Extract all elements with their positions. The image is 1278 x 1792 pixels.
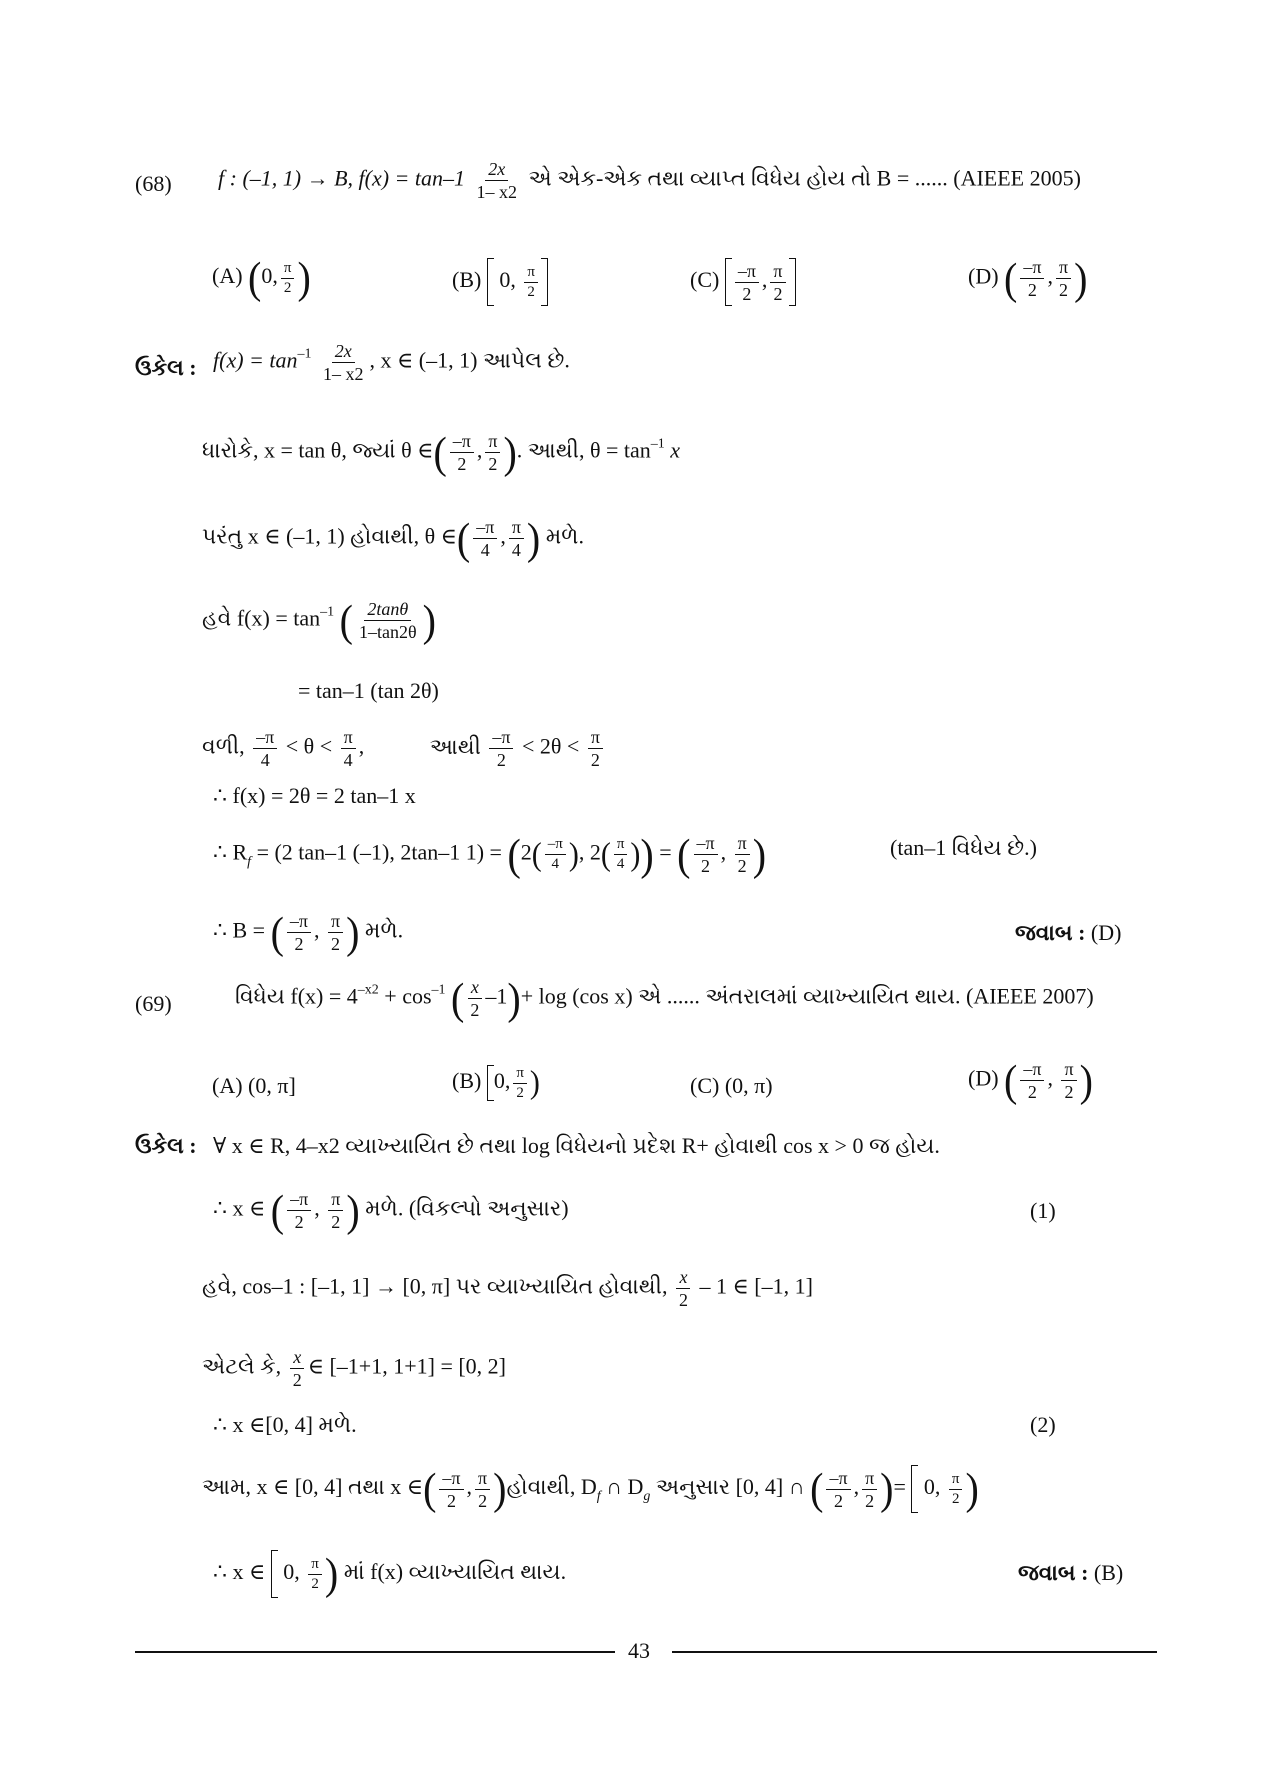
q68-option-c: (C) $\frac{-\pi}{2}$ , $\frac{\pi}{2}$	[690, 258, 796, 306]
q69-number: (69)	[135, 991, 172, 1016]
q69-option-a: (A) (0, π]	[212, 1073, 296, 1098]
answer-69: જવાબ : (B)	[1018, 1560, 1124, 1585]
q68-option-d: (D) ( $\frac{-\pi}{2}$ , $\frac{\pi}{2}$ )	[968, 253, 1088, 303]
sol69-line1: ∀ x ∈ R, 4–x2 વ્યાખ્યાયિત છે તથા log વિધેયનો પ્રદેશ R+ હોવાથી cos x > 0 જ હોય.	[213, 1133, 940, 1158]
eq-label-1: (1)	[1030, 1198, 1056, 1223]
sol69-line4: એટલે કે, $\frac{x}{2}$ ∈ [–1+1, 1+1] = [0, 2]	[202, 1347, 506, 1390]
sol68-line3: પરંતુ x ∈ (–1, 1) હોવાથી, θ ∈( $\frac{-\pi}{4}$ , $\frac{\pi}{4}$ ) મળે.	[202, 513, 584, 563]
eq-label-2: (2)	[1030, 1412, 1056, 1437]
q68-options: (A) (0, $\frac{\pi}{2}$ )	[212, 252, 311, 303]
sol69-line6: આમ, x ∈ [0, 4] તથા x ∈( $\frac{-\pi}{2}$ , $\frac{\pi}{2}$ )હોવાથી, $D_f$ ∩ $D_g$ અનુસાર [0, 4] ∩ ( $\frac{-\pi}{2}$ , $\frac{\pi}{2}$ )= 0, $\frac{\pi}{2}$ )	[202, 1463, 979, 1514]
sol68-line6: વળી, $\frac{-\pi}{4}$ < θ < $\frac{\pi}{4}$ , આથી $\frac{-\pi}{2}$ < 2θ < $\frac{\pi}{2}$	[202, 728, 606, 769]
q69-option-c: (C) (0, π)	[690, 1073, 773, 1098]
q68-option-b: (B) 0, $\frac{\pi}{2}$	[452, 258, 548, 306]
sol68-line7: ∴ f(x) = 2θ = 2 tan–1 x	[213, 783, 416, 808]
sol68-line2: ધારોકે, x = tan θ, જ્યાં θ ∈( $\frac{-\pi}{2}$ , $\frac{\pi}{2}$ ). આથી, $\theta = \tan^{-1} x$	[202, 427, 681, 477]
sol68-note: (tan–1 વિધેય છે.)	[890, 835, 1037, 860]
q68-number: (68)	[135, 171, 172, 196]
q69-option-b: (B) 0, $\frac{\pi}{2}$ )	[452, 1064, 540, 1101]
q69-option-d: (D) ( $\frac{-\pi}{2}$ , $\frac{\pi}{2}$ )	[968, 1055, 1093, 1105]
page-number: 43	[628, 1638, 650, 1663]
sol68-line8: ∴ $R_f = (2$ tan–1 (–1), 2tan–1 1) = (2( $\frac{-\pi}{4}$ ), 2( $\frac{\pi}{4}$ )) = ( $\frac{-\pi}{2}$ , $\frac{\pi}{2}$ )	[213, 829, 767, 879]
q68-stem: f : (–1, 1) → B, f(x) = tan–1 $\frac{2x}{1- x2}$ એ એક-એક તથા વ્યાપ્ત વિધેય હોય તો B = ...... (AIEEE 2005)	[218, 159, 1081, 202]
sol69-line2: ∴ x ∈ ( $\frac{-\pi}{2}$ , $\frac{\pi}{2}$ ) મળે. (વિકલ્પો અનુસાર)	[213, 1185, 569, 1235]
solution-label-69: ઉકેલ :	[135, 1133, 197, 1158]
footer-rule-left	[135, 1651, 615, 1653]
sol69-line5: ∴ x ∈[0, 4] મળે.	[213, 1412, 357, 1437]
footer-rule-right	[672, 1651, 1157, 1653]
sol68-line5: = tan–1 (tan 2θ)	[298, 678, 439, 703]
q69-stem: વિધેય $f(x) = 4^{-x2} + \cos^{-1}$ ( $\frac{x}{2}$ –1)+ log (cos x) એ ...... અંતરાલમાં વ્યાખ્યાયિત થાય. (AIEEE 2007)	[235, 973, 1094, 1023]
answer-68: જવાબ : (D)	[1015, 920, 1122, 945]
solution-label-68: ઉકેલ :	[135, 355, 197, 380]
sol69-line3: હવે, cos–1 : [–1, 1] → [0, π] પર વ્યાખ્યાયિત હોવાથી, $\frac{x}{2}$ – 1 ∈ [–1, 1]	[202, 1267, 813, 1310]
sol68-line9: ∴ B = ( $\frac{-\pi}{2}$ , $\frac{\pi}{2}$ ) મળે.	[213, 907, 404, 957]
sol68-line4: હવે $f(x) = \tan^{-1}$ ( $\frac{2\tan\theta}{1-\tan 2\theta}$ )	[202, 595, 436, 645]
sol68-line1: $f(x) = \tan^{-1}$ $\frac{2x}{1- x2}$ , x ∈ (–1, 1) આપેલ છે.	[213, 341, 570, 384]
sol69-line7: ∴ x ∈ 0, $\frac{\pi}{2}$ ) માં f(x) વ્યાખ્યાયિત થાય.	[213, 1548, 567, 1599]
